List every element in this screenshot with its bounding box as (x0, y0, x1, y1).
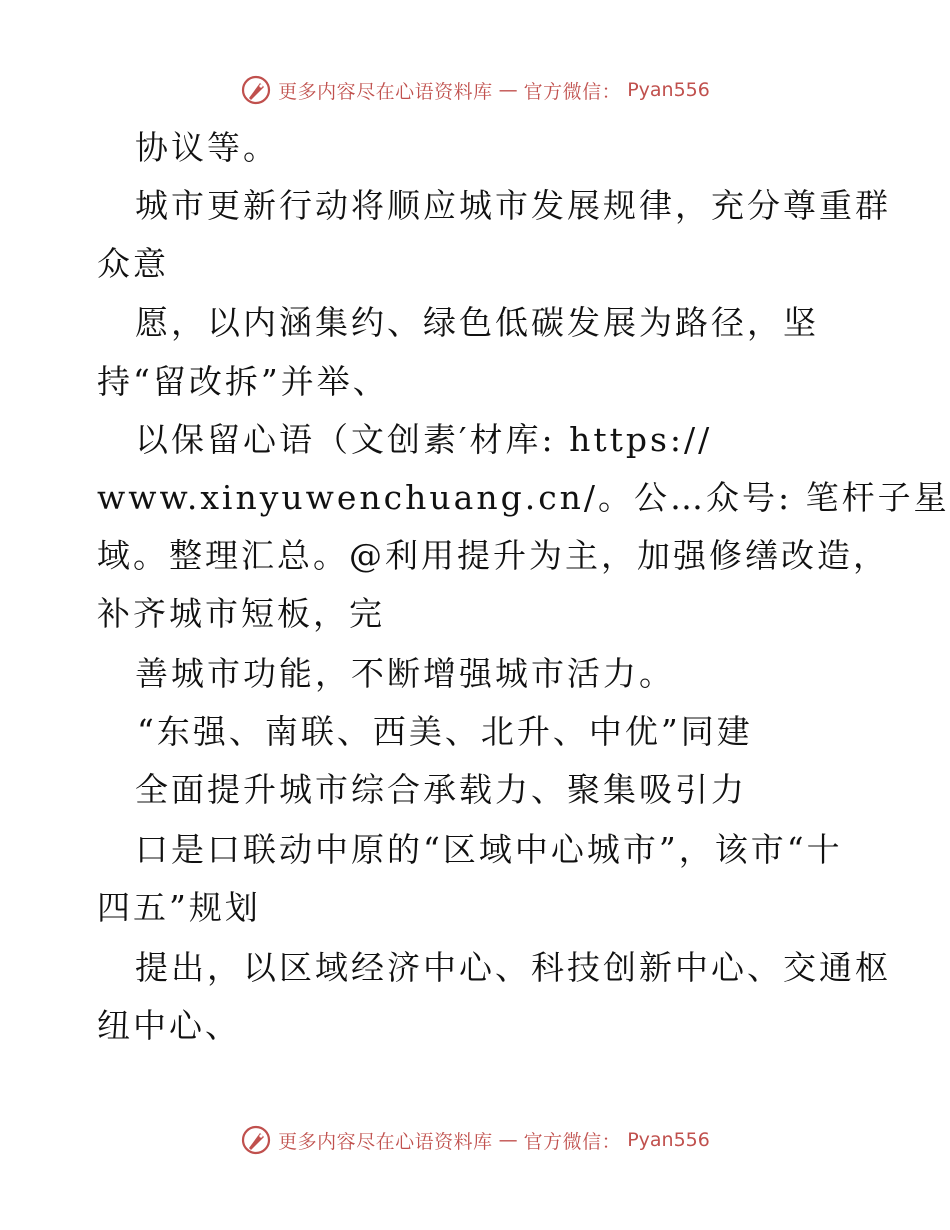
body-line: 域。整理汇总。@利用提升为主，加强修缮改造， (97, 536, 889, 575)
body-line: 善城市功能，不断增强城市活力。 (135, 654, 675, 693)
header-watermark (0, 74, 950, 106)
body-line: 提出，以区域经济中心、科技创新中心、交通枢 (135, 948, 891, 987)
body-line: 协议等。 (135, 128, 279, 167)
body-line: 全面提升城市综合承载力、聚集吸引力 (135, 770, 747, 809)
body-line: 以保留心语（文创素′材库: https:// (135, 420, 713, 459)
watermark-account: Pyan556 (627, 79, 710, 101)
watermark-separator: — (498, 1129, 518, 1151)
watermark-official-label: 官方微信： (523, 80, 622, 103)
watermark-text: 更多内容尽在心语资料库 (278, 1130, 493, 1153)
body-line: 补齐城市短板，完 (97, 594, 385, 633)
watermark-text: 更多内容尽在心语资料库 (278, 80, 493, 103)
body-line: 四五”规划 (97, 888, 261, 927)
body-line: 纽中心、 (97, 1006, 241, 1045)
body-line: www.xinyuwenchuang.cn/。公…众号: 笔杆子星 (97, 478, 950, 517)
watermark-official-label: 官方微信： (523, 1130, 622, 1153)
pen-nib-logo-icon (240, 74, 272, 106)
body-line: 众意 (97, 244, 169, 283)
body-line: 愿，以内涵集约、绿色低碳发展为路径，坚 (135, 303, 819, 342)
footer-watermark (0, 1124, 950, 1156)
watermark-separator: — (498, 79, 518, 101)
body-line: “东强、南联、西美、北升、中优”同建 (137, 712, 753, 751)
body-line: 持“留改拆”并举、 (97, 362, 389, 401)
pen-nib-logo-icon (240, 1124, 272, 1156)
body-line: 口是口联动中原的“区域中心城市”，该市“十 (135, 830, 843, 869)
watermark-account: Pyan556 (627, 1129, 710, 1151)
body-line: 城市更新行动将顺应城市发展规律，充分尊重群 (135, 186, 891, 225)
